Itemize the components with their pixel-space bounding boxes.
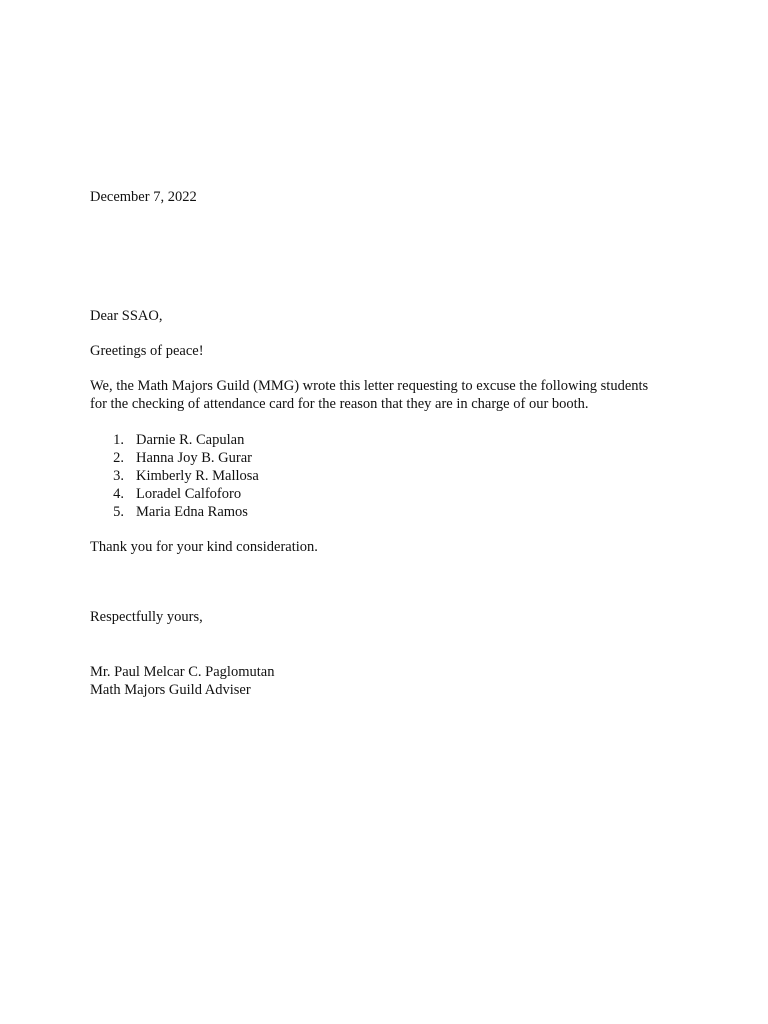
list-item-name: Darnie R. Capulan xyxy=(136,432,245,448)
list-item-number: 3. xyxy=(113,468,124,484)
letter-body-line-2: for the checking of attendance card for the reason that they are in charge of our booth. xyxy=(90,396,589,412)
letter-closing: Respectfully yours, xyxy=(90,609,203,625)
list-item xyxy=(90,503,248,521)
list-item-number: 1. xyxy=(113,432,124,448)
list-item-name: Maria Edna Ramos xyxy=(136,504,248,520)
list-item-number: 4. xyxy=(113,486,124,502)
list-item-number: 5. xyxy=(113,504,124,520)
signer-name: Mr. Paul Melcar C. Paglomutan xyxy=(90,664,275,680)
list-item xyxy=(90,467,259,485)
list-item xyxy=(90,431,244,449)
letter-thanks: Thank you for your kind consideration. xyxy=(90,539,318,555)
letter-date: December 7, 2022 xyxy=(90,189,197,205)
letter-salutation: Dear SSAO, xyxy=(90,308,163,324)
signer-title: Math Majors Guild Adviser xyxy=(90,682,251,698)
list-item-name: Hanna Joy B. Gurar xyxy=(136,450,252,466)
list-item-number: 2. xyxy=(113,450,124,466)
list-item-name: Kimberly R. Mallosa xyxy=(136,468,259,484)
list-item xyxy=(90,449,252,467)
letter-body-line-1: We, the Math Majors Guild (MMG) wrote this letter requesting to excuse the following students xyxy=(90,378,649,394)
letter-greeting: Greetings of peace! xyxy=(90,343,204,359)
list-item xyxy=(90,485,241,503)
list-item-name: Loradel Calfoforo xyxy=(136,486,242,502)
